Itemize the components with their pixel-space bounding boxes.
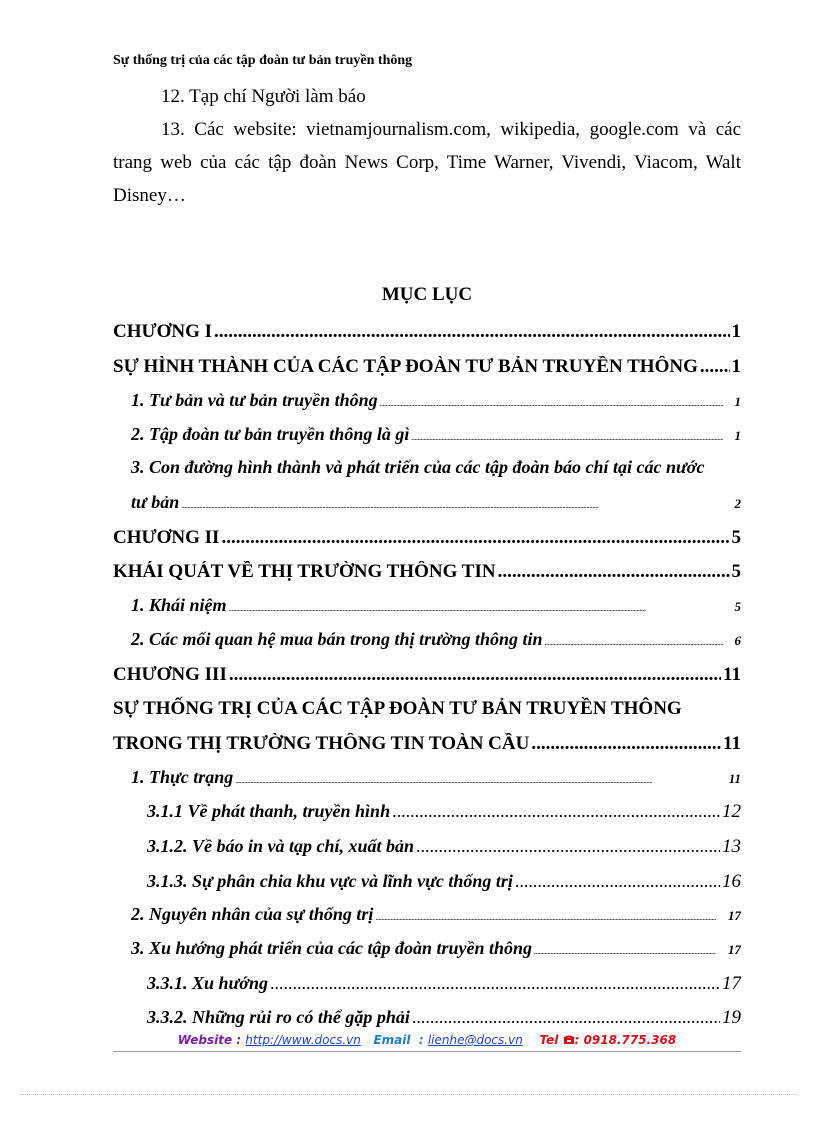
toc-entry-text: 1. Khái niệm — [131, 595, 227, 615]
toc-page-number: 6 — [734, 633, 741, 648]
toc-page-number: 11 — [723, 733, 741, 754]
toc-entry-text: 3. Xu hướng phát triển của các tập đoàn truyền thông — [131, 938, 533, 958]
toc-entry-text: 1. Thực trạng — [131, 767, 234, 787]
toc-entry-chapter-3 — [113, 664, 741, 686]
toc-page-number: 1 — [731, 356, 741, 377]
page-footer — [113, 1033, 741, 1048]
reference-number: 13. — [161, 119, 185, 140]
toc-page-number: 19 — [722, 1007, 741, 1028]
toc-leader — [229, 664, 721, 686]
toc-leader — [229, 604, 723, 613]
toc-entry-text: 2. Các mối quan hệ mua bán trong thị trường thông tin — [131, 629, 543, 649]
reference-text-line3: Disney… — [113, 185, 186, 206]
toc-entry-section — [131, 904, 741, 925]
toc-leader — [380, 399, 723, 408]
toc-entry-text: 3.1.2. Về báo in và tạp chí, xuất bản — [147, 836, 415, 856]
toc-leader — [412, 1007, 720, 1028]
toc-leader — [270, 973, 720, 994]
toc-leader — [416, 836, 720, 857]
toc-entry-text: CHƯƠNG II — [113, 527, 220, 548]
toc-entry-subsection — [147, 836, 741, 858]
toc-entry-section-line1: 3. Con đường hình thành và phát triển của các tập đoàn báo chí tại các nước — [131, 457, 705, 477]
email-link[interactable]: lienhe@docs.vn — [427, 1033, 523, 1047]
toc-entry-section — [131, 595, 741, 616]
toc-entry-section — [131, 629, 741, 650]
toc-entry-text: CHƯƠNG I — [113, 321, 213, 342]
toc-entry-text: 3.1.1 Về phát thanh, truyền hình — [147, 801, 391, 821]
toc-leader — [515, 871, 720, 892]
toc-entry-text: tư bản — [131, 492, 180, 512]
toc-page-number: 2 — [734, 496, 741, 511]
toc-entry-text: 2. Nguyên nhân của sự thống trị — [131, 904, 374, 924]
toc-entry-subsection — [147, 801, 741, 823]
toc-page-number: 1 — [734, 428, 741, 443]
toc-entry-text: 3.3.2. Những rủi ro có thể gặp phải — [147, 1007, 410, 1027]
toc-entry-text: 1. Tư bản và tư bản truyền thông — [131, 390, 378, 410]
tel-number: : 0918.775.368 — [574, 1033, 677, 1047]
toc-page-number: 12 — [722, 801, 741, 822]
toc-page-number: 11 — [723, 664, 741, 685]
footer-rule — [113, 1051, 741, 1052]
toc-page-number: 1 — [734, 394, 741, 409]
toc-entry-subsection — [147, 973, 741, 995]
toc-page-number: 17 — [722, 973, 741, 994]
toc-leader — [214, 321, 729, 343]
page-bottom-border — [20, 1094, 796, 1095]
email-separator: : — [418, 1033, 424, 1047]
toc-page-number: 16 — [722, 871, 741, 892]
toc-entry-subsection — [147, 1007, 741, 1029]
toc-leader — [235, 776, 716, 785]
toc-entry-section — [131, 424, 741, 445]
tel-label: Tel — [539, 1033, 559, 1047]
toc-leader — [531, 733, 721, 755]
toc-page-number: 5 — [731, 561, 741, 582]
website-label: Website : — [177, 1033, 242, 1047]
toc-entry-chapter-3-title-line1: SỰ THỐNG TRỊ CỦA CÁC TẬP ĐOÀN TƯ BẢN TRUYỀN THÔNG — [113, 698, 682, 719]
toc-entry-subsection — [147, 871, 741, 893]
toc-page-number: 17 — [728, 908, 741, 923]
toc-entry-text: 3.3.1. Xu hướng — [147, 973, 268, 993]
toc-page-number: 13 — [722, 836, 741, 857]
toc-entry-section — [131, 390, 741, 411]
toc-leader — [411, 433, 722, 442]
toc-page-number: 5 — [731, 527, 741, 548]
reference-text: Tạp chí Người làm báo — [189, 86, 366, 107]
toc-entry-chapter-1-title — [113, 356, 741, 378]
toc-entry-section — [131, 492, 741, 513]
toc-leader — [545, 638, 723, 647]
toc-leader — [392, 801, 720, 822]
toc-entry-text: CHƯƠNG III — [113, 664, 227, 685]
toc-entry-text: SỰ HÌNH THÀNH CỦA CÁC TẬP ĐOÀN TƯ BẢN TRUYỀN THÔNG — [113, 356, 698, 377]
toc-entry-chapter-3-title — [113, 733, 741, 755]
toc-entry-chapter-2 — [113, 527, 741, 549]
toc-leader — [181, 501, 722, 510]
toc-entry-section — [131, 767, 741, 788]
email-label: Email — [373, 1033, 411, 1047]
website-link[interactable]: http://www.docs.vn — [245, 1033, 361, 1047]
toc-title: MỤC LỤC — [381, 284, 473, 305]
reference-text-line2: trang web của các tập đoàn News Corp, Time Warner, Vivendi, Viacom, Walt — [113, 152, 741, 173]
toc-entry-chapter-1 — [113, 321, 741, 343]
toc-leader — [498, 561, 730, 583]
reference-12 — [113, 80, 741, 113]
toc-page-number: 11 — [728, 771, 741, 786]
toc-page-number: 17 — [728, 942, 741, 957]
reference-number: 12. — [161, 86, 185, 107]
toc-leader — [700, 356, 730, 378]
toc-leader — [221, 527, 729, 549]
toc-leader — [375, 913, 716, 922]
toc-entry-chapter-2-title — [113, 561, 741, 583]
toc-entry-text: 3.1.3. Sự phân chia khu vực và lĩnh vực thống trị — [147, 871, 513, 891]
reference-13 — [113, 113, 741, 212]
toc-leader — [534, 947, 716, 956]
toc-entry-text: KHÁI QUÁT VỀ THỊ TRƯỜNG THÔNG TIN — [113, 561, 496, 582]
toc-entry-section — [131, 938, 741, 959]
running-header: Sự thống trị của các tập đoàn tư bản truyền thông — [113, 53, 413, 68]
toc-page-number: 5 — [734, 599, 741, 614]
toc-entry-text: 2. Tập đoàn tư bản truyền thông là gì — [131, 424, 410, 444]
toc-page-number: 1 — [731, 321, 741, 342]
reference-text-line1: Các website: vietnamjournalism.com, wikipedia, google.com và các — [194, 119, 742, 140]
phone-icon — [563, 1034, 575, 1048]
toc-entry-text: TRONG THỊ TRƯỜNG THÔNG TIN TOÀN CẦU — [113, 733, 530, 754]
